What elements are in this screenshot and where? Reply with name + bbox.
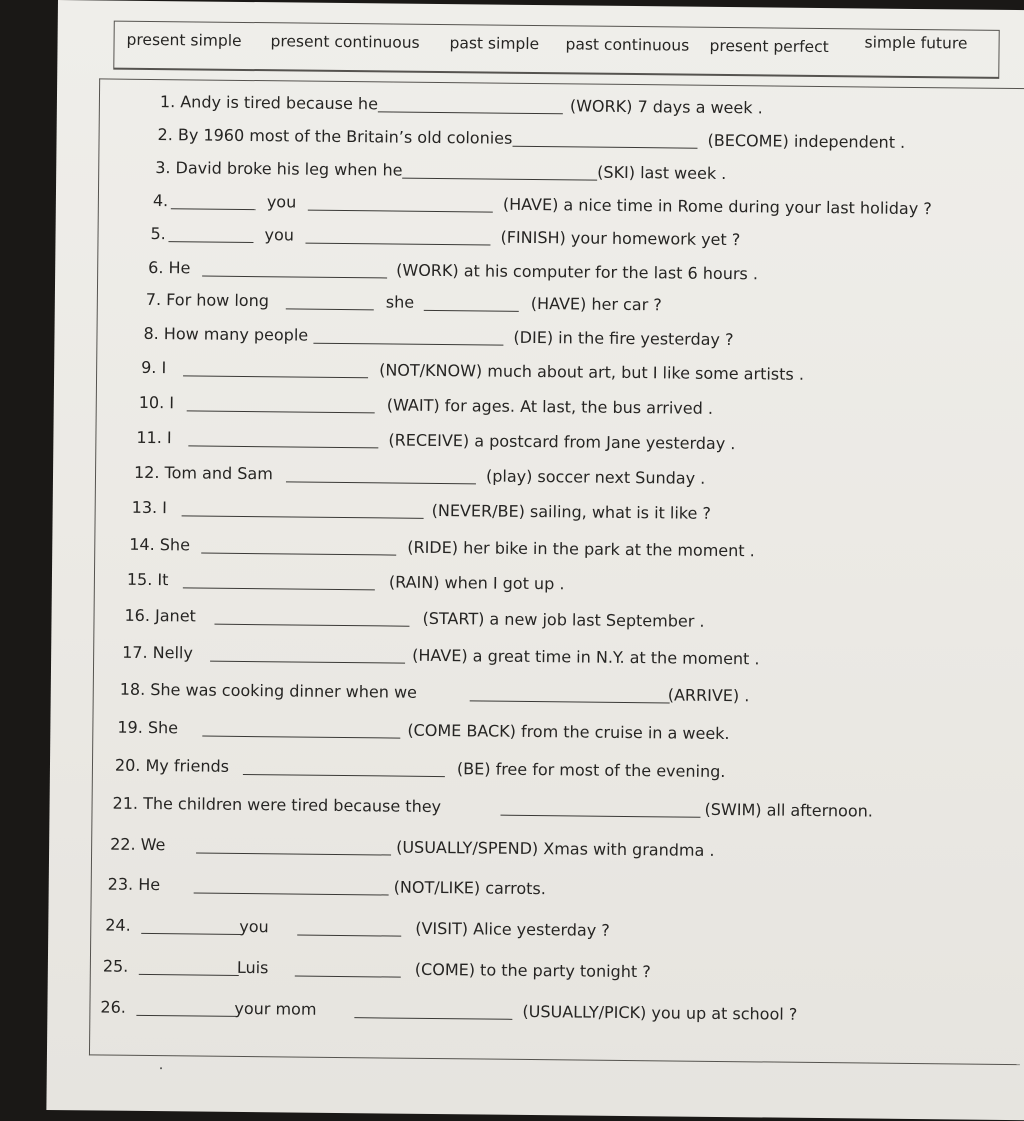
exercise-prompt: 26. (100, 997, 127, 1017)
answer-blank[interactable] (500, 815, 700, 818)
exercise-prompt: 23. He (107, 874, 161, 895)
exercise-text: (HAVE) a nice time in Rome during your last holiday ? (502, 194, 932, 219)
exercise-item (160, 92, 1024, 123)
exercise-item (153, 191, 1024, 222)
exercise-item (136, 428, 1024, 459)
answer-blank[interactable] (171, 208, 256, 210)
answer-blank[interactable] (202, 736, 400, 739)
exercise-item (155, 158, 1024, 189)
exercise-text: (RECEIVE) a postcard from Jane yesterday . (388, 430, 736, 454)
tense-present-perfect: present perfect (709, 36, 829, 57)
exercise-item (122, 643, 1022, 674)
answer-blank[interactable] (286, 308, 374, 310)
tense-present-simple: present simple (126, 30, 242, 50)
exercise-prompt: 18. She was cooking dinner when we (119, 679, 418, 702)
exercise-item (105, 916, 1005, 947)
exercise-text: (SKI) last week . (597, 162, 727, 184)
answer-blank[interactable] (308, 210, 493, 213)
exercise-text: you (239, 916, 269, 937)
exercise-text: (BECOME) independent . (707, 130, 906, 152)
exercise-prompt: 22. We (110, 834, 166, 855)
answer-blank[interactable] (168, 241, 253, 243)
exercise-item (103, 957, 1003, 988)
exercise-item (134, 463, 1024, 494)
exercise-item (100, 998, 1000, 1029)
answer-blank[interactable] (183, 587, 375, 590)
answer-blank[interactable] (210, 661, 405, 664)
exercise-text: (NOT/KNOW) much about art, but I like some artists . (379, 360, 805, 384)
exercise-item (108, 875, 1008, 906)
exercise-item (157, 125, 1024, 156)
answer-blank[interactable] (139, 974, 239, 976)
exercise-prompt: 7. For how long (145, 289, 270, 311)
exercise-prompt: 14. She (129, 534, 191, 555)
answer-blank[interactable] (202, 276, 387, 279)
answer-blank[interactable] (187, 410, 375, 413)
exercise-prompt: 5. (150, 223, 166, 244)
exercise-prompt: 4. (152, 191, 169, 211)
exercise-prompt: 2. By 1960 most of the Britain’s old colonies (157, 125, 513, 148)
exercise-prompt: 15. It (126, 569, 169, 590)
exercise-text: (WORK) 7 days a week . (569, 96, 763, 118)
exercise-text: (FINISH) your homework yet ? (500, 227, 741, 250)
exercise-text: you (264, 225, 295, 245)
answer-blank[interactable] (136, 1015, 236, 1017)
exercise-text: (WORK) at his computer for the last 6 hours . (396, 260, 759, 284)
answer-blank[interactable] (297, 935, 401, 937)
exercise-item (139, 393, 1024, 424)
answer-blank[interactable] (194, 892, 389, 895)
exercise-prompt: 19. She (117, 717, 179, 738)
exercise-prompt: 17. Nelly (122, 642, 193, 663)
answer-blank[interactable] (214, 624, 409, 627)
exercise-prompt: 6. He (148, 257, 191, 278)
exercise-item (148, 258, 1024, 289)
tense-present-continuous: present continuous (270, 32, 420, 52)
exercise-item (120, 680, 1020, 711)
exercise-text: (NOT/LIKE) carrots. (393, 877, 546, 899)
exercise-prompt: 9. I (141, 357, 167, 378)
answer-blank[interactable] (402, 178, 597, 181)
answer-blank[interactable] (378, 111, 563, 114)
exercise-item (117, 718, 1017, 749)
exercise-prompt: 25. (102, 956, 129, 976)
exercise-prompt: 3. David broke his leg when he (155, 158, 403, 180)
answer-blank[interactable] (470, 700, 670, 703)
exercise-item (129, 535, 1024, 566)
exercise-text: (START) a new job last September . (422, 608, 705, 631)
answer-blank[interactable] (183, 375, 368, 378)
answer-blank[interactable] (196, 852, 391, 855)
answer-blank[interactable] (286, 481, 476, 484)
exercise-prompt: 12. Tom and Sam (133, 462, 273, 484)
exercise-text: (HAVE) a great time in N.Y. at the moment . (412, 645, 760, 669)
exercise-item (112, 794, 1012, 825)
answer-blank[interactable] (424, 310, 519, 312)
exercise-item (143, 324, 1024, 355)
answer-blank[interactable] (354, 1017, 512, 1020)
exercise-item (132, 498, 1024, 529)
exercise-text: (WAIT) for ages. At last, the bus arrived . (386, 395, 714, 418)
exercise-item (150, 224, 1024, 255)
answer-blank[interactable] (201, 553, 396, 556)
tense-simple-future: simple future (864, 33, 968, 53)
answer-blank[interactable] (141, 933, 241, 935)
exercise-text: (COME BACK) from the cruise in a week. (407, 720, 730, 744)
exercise-item (110, 835, 1010, 866)
exercise-text: (BE) free for most of the evening. (456, 759, 726, 782)
exercise-prompt: 16. Janet (124, 605, 196, 626)
page-mark: · (158, 1061, 164, 1078)
exercise-item (127, 570, 1024, 601)
exercise-text: (RIDE) her bike in the park at the moment . (407, 537, 755, 561)
exercise-text: (USUALLY/PICK) you up at school ? (522, 1001, 798, 1024)
exercise-text: (DIE) in the fire yesterday ? (513, 327, 734, 350)
exercise-text: (play) soccer next Sunday . (485, 466, 706, 488)
exercise-text: (RAIN) when I got up . (388, 572, 565, 594)
tense-past-simple: past simple (449, 34, 540, 54)
exercise-item (115, 756, 1015, 787)
exercise-text: Luis (236, 957, 269, 978)
exercise-prompt: 1. Andy is tired because he (159, 92, 379, 114)
exercise-prompt: 8. How many people (143, 323, 309, 345)
answer-blank[interactable] (182, 515, 424, 519)
tense-past-continuous: past continuous (565, 35, 690, 55)
exercise-text: (ARRIVE) . (667, 685, 750, 706)
exercise-text: your mom (234, 998, 317, 1019)
exercise-list (89, 78, 1024, 1065)
exercise-text: she (385, 292, 415, 312)
answer-blank[interactable] (512, 146, 697, 149)
worksheet-page (46, 0, 1024, 1121)
answer-blank[interactable] (295, 976, 401, 978)
exercise-item (146, 290, 1024, 321)
exercise-item (124, 606, 1024, 637)
exercise-prompt: 24. (105, 915, 131, 935)
exercise-text: (HAVE) her car ? (530, 293, 662, 315)
exercise-prompt: 11. I (136, 427, 172, 448)
exercise-text: (COME) to the party tonight ? (414, 959, 651, 982)
exercise-text: (VISIT) Alice yesterday ? (415, 918, 610, 940)
exercise-text: (USUALLY/SPEND) Xmas with grandma . (396, 837, 715, 860)
answer-blank[interactable] (243, 774, 445, 777)
tense-word-box (113, 21, 999, 79)
exercise-item (141, 358, 1024, 389)
exercise-prompt: 20. My friends (114, 755, 230, 776)
exercise-text: (SWIM) all afternoon. (704, 799, 874, 821)
exercise-prompt: 13. I (131, 497, 168, 518)
exercise-text: (NEVER/BE) sailing, what is it like ? (431, 500, 712, 523)
answer-blank[interactable] (188, 445, 378, 448)
answer-blank[interactable] (305, 243, 490, 246)
exercise-prompt: 21. The children were tired because they (112, 793, 442, 817)
exercise-prompt: 10. I (138, 392, 175, 413)
answer-blank[interactable] (313, 343, 503, 346)
exercise-text: you (266, 192, 297, 212)
